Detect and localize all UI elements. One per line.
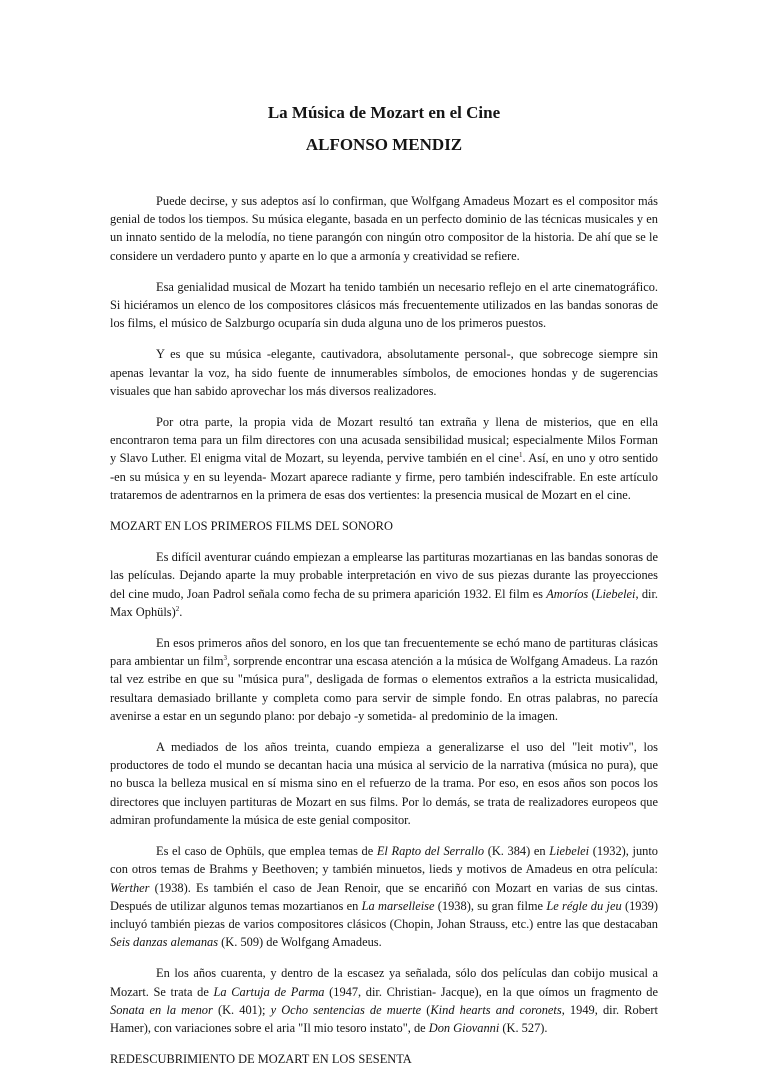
paragraph-1: Puede decirse, y sus adeptos así lo confirman, que Wolfgang Amadeus Mozart es el compositor más genial de todos los tiempos. Su música elegante, basada en un perfecto dominio de las técnicas musicales y en un innato sentido de la melodía, no tiene parangón con ningún otro compositor de la historia. De ahí que se le considere un verdadero punto y aparte en lo que a armonía y creatividad se refiere. [110,194,658,263]
text-run: (K. 527). [499,1020,548,1035]
paragraph-3: Y es que su música -elegante, cautivadora, absolutamente personal-, que sobrecoge siempre sin apenas levantar la voz, ha sido fuente de innumerables símbolos, de emociones hondas y de sugerencias visuales que han sabido aprovechar los más diversos realizadores. [110,347,658,398]
film-title: Liebelei [595,586,636,601]
text-run: ( [421,1002,431,1017]
work-title: El Rapto del Serrallo [376,844,485,859]
work-title: Sonata en la menor [110,1002,213,1017]
film-title: Liebelei [549,844,590,859]
work-title: Don Giovanni [428,1020,500,1035]
text-run: Por otra parte, la propia vida de Mozart resultó tan extraña y llena de misterios, que en ella encontraron tema para un film directores con una acusada sensibilidad musical; especialmente Milos Forman y Slavo Luther. El enigma vital de Mozart, su leyenda, pervive también en el cine [110,415,658,466]
paragraph-5 [110,548,658,621]
text-run: ( [588,586,596,601]
footnote-ref-1: 1 [518,451,523,460]
paragraph-2: Esa genialidad musical de Mozart ha tenido también un necesario reflejo en el arte cinematográfico. Si hiciéramos un elenco de los compositores clásicos más frecuentemente utilizados en las bandas sonoras de los films, el músico de Salzburgo ocuparía sin duda alguna uno de los primeros puestos. [110,279,658,331]
paragraph-8 [110,842,658,951]
paragraph-6 [110,634,658,725]
film-title: La marselleise [361,898,435,913]
footnote-ref-2: 2 [175,604,180,613]
text-run: , sorprende encontrar una escasa atención a la música de Wolfgang Amadeus. La razón tal vez estribe en que su "música pura", desligada de formas o elementos extraños a la estricta musicalidad, resultara demasiado brillante y completa como para servir de simple fondo. En otras palabras, no parecía avenirse a estar en un segundo plano: por debajo -y sometida- al predominio de la imagen. [110,654,658,723]
film-title: y Ocho sentencias de muerte [270,1002,422,1017]
text-run: , dir. Max Ophüls) [110,586,658,619]
text-run: (1938). Es también el caso de Jean Renoir, que se encariñó con Mozart en varias de sus cintas. Después de utilizar algunos temas mozartianos en [110,880,658,913]
text-run: (1938), su gran filme [434,898,547,913]
document-title: La Música de Mozart en el Cine [267,103,501,122]
work-title: Seis danzas alemanas [110,935,219,950]
paragraph-9 [110,964,658,1037]
text-run: , 1949, dir. Robert Hamer), con variaciones sobre el aria "Il mio tesoro instato", de [110,1002,658,1035]
film-title: Kind hearts and coronets [430,1002,562,1017]
article-body [110,192,658,1081]
film-title: Werther [110,880,150,895]
text-run: Es difícil aventurar cuándo empiezan a emplearse las partituras mozartianas en las bandas sonoras de las películas. Dejando aparte la muy probable interpretación en vivo de sus piezas durante las proyecciones del cine mudo, Joan Padrol señala como fecha de su primera aparición 1932. El film es [110,550,658,601]
section-heading-2: REDESCUBRIMIENTO DE MOZART EN LOS SESENTA [110,1052,412,1067]
text-run: En esos primeros años del sonoro, en los que tan frecuentemente se echó mano de partituras clásicas para ambientar un film [110,636,658,669]
text-run: (1947, dir. Christian- Jacque), en la que oímos un fragmento de [324,984,658,999]
text-run: . [179,604,183,619]
document-author: ALFONSO MENDIZ [305,135,463,154]
paragraph-7: A mediados de los años treinta, cuando empieza a generalizarse el uso del "leit motiv", los productores de todo el mundo se decantan hacia una música al servicio de la narrativa (música no pura), que no busca la belleza musical en sí misma sino en el refuerzo de la trama. Por eso, en esos años son pocos los directores que incluyen partituras de Mozart en sus films. Por lo demás, se trata de realizadores europeos que admiran profundamente la música de este genial compositor. [110,740,658,827]
text-run: (K. 509) de Wolfgang Amadeus. [218,935,382,950]
film-title: La Cartuja de Parma [213,984,325,999]
text-run: (K. 401); [212,1002,271,1017]
text-run: Es el caso de Ophüls, que emplea temas de [156,844,377,859]
text-run: (K. 384) en [484,844,550,859]
text-run: . Así, en uno y otro sentido -en su música y en su leyenda- Mozart aparece radiante y firme, pero también indescifrable. En este artículo trataremos de adentrarnos en la primera de esas dos vertientes: la presencia musical de Mozart en el cine. [110,451,658,502]
paragraph-4 [110,413,658,504]
text-run: (1939) incluyó también piezas de varios compositores clásicos (Chopin, Johan Strauss, etc.) entre las que destacaban [110,898,658,931]
text-run: (1932), junto con otros temas de Brahms y Beethoven; y también minuetos, lieds y motivos de Amadeus en otra película: [110,844,658,877]
text-run: En los años cuarenta, y dentro de la escasez ya señalada, sólo dos películas dan cobijo musical a Mozart. Se trata de [110,966,658,999]
footnote-ref-3: 3 [223,654,227,663]
section-heading-1: MOZART EN LOS PRIMEROS FILMS DEL SONORO [110,519,393,534]
film-title: Amoríos [546,586,589,601]
film-title: Le régle du jeu [546,898,622,913]
